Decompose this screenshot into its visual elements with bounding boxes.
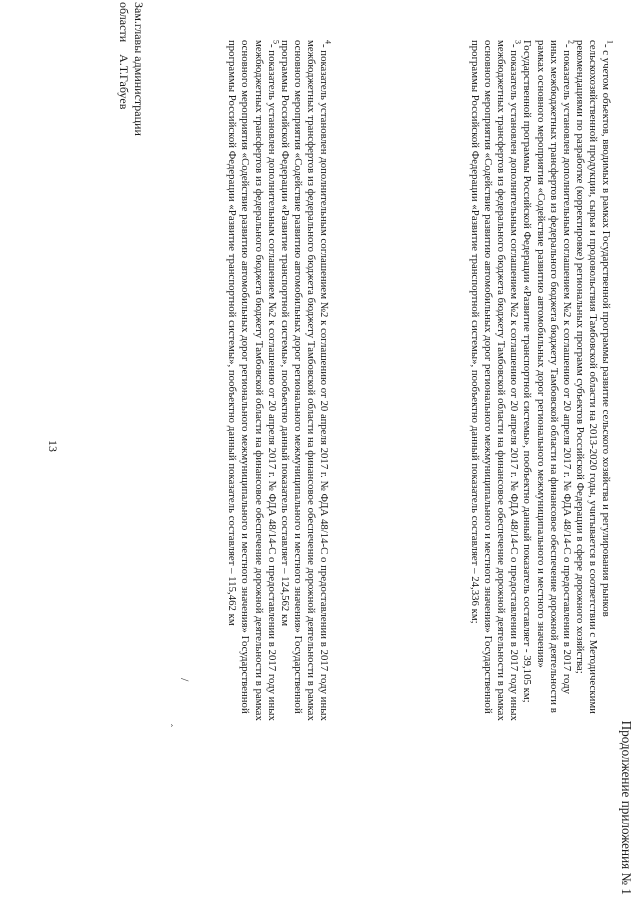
footnote-text: программы Российской Федерации «Развитие транспортной системы», пообъектно данный показатель составляет – 115,462 км [226, 40, 239, 626]
footnote-text: - показатель установлен дополнительным соглашением №2 к соглашению от 20 апреля 2017 г. № ФДА 48/14-С о предоставлении в 2017 году иных [318, 44, 330, 721]
footnote-line [468, 40, 481, 893]
footnote-text: - показатель установлен дополнительным соглашением №2 к соглашению от 20 апреля 2017 г. № ФДА 48/14-С о предоставлении в 2017 году [560, 44, 573, 694]
footnote-text: рекомендациями по разработке (корректировке) региональных программ субъектов Российской Федерации в сфере дорожного хозяйства; [573, 40, 586, 674]
handwritten-mark: / [178, 678, 192, 682]
handwritten-mark-small: ‸ [171, 724, 181, 728]
footnote-text: основного мероприятия «Содействие развитию автомобильных дорог регионального межмуниципального и местного значения» Государственной [482, 40, 495, 714]
footnote-text: межбюджетных трансфертов из федерального бюджета бюджету Тамбовской области на финансовое обеспечение дорожной деятельности в рамках [252, 40, 265, 721]
signatory-title: Зам.главы администрации [132, 2, 146, 136]
signatory-org: области [117, 2, 131, 43]
footnote-text: - показатель установлен дополнительным соглашением №2 к соглашению от 20 апреля 2017 г. № ФДА 48/14-С о предоставлении в 2017 году иных [508, 44, 521, 721]
footnote-text: - с учетом объектов, вводимых в рамках Государственной программы развитие сельского хозяйства и регулирования рынков [600, 44, 612, 617]
footnote-text: рамках основного мероприятия «Содействие развитию автомобильных дорог регионального межмуниципального и местного значения» [534, 40, 547, 668]
footnote-text: программы Российской Федерации «Развитие транспортной системы», пообъектно данный показатель составляет – 124,562 км [278, 40, 291, 627]
signature-block [116, 2, 146, 136]
footnote-marker: 2 [566, 40, 576, 44]
footnote-line [586, 40, 599, 893]
footnote-line [251, 40, 264, 893]
footnote-line [278, 40, 291, 893]
footnotes-block-top [468, 40, 615, 893]
footnote-line [317, 40, 333, 893]
footnote-marker: 3 [513, 40, 523, 44]
footnote-text: основного мероприятия «Содействие развитию автомобильных дорог регионального межмуниципального и местного значения» Государственной [239, 40, 252, 714]
signatory-name: А.Т.Габуев [117, 54, 131, 110]
signatory-org-line [116, 2, 131, 136]
footnote-marker: 1 [605, 40, 615, 44]
footnote-line [520, 40, 533, 893]
footnote-text: межбюджетных трансфертов из федерального бюджета бюджету Тамбовской области на финансовое обеспечение дорожной деятельности в рамках [304, 40, 317, 721]
footnote-line [507, 40, 523, 893]
footnote-text: иных межбюджетных трансфертов из федерального бюджета бюджету Тамбовской области на финансовое обеспечение дорожной деятельности в [547, 40, 560, 713]
footnote-text: - показатель установлен дополнительным соглашением №2 к соглашению от 20 апреля 2017 г. № ФДА 48/14-С о предоставлении в 2017 году иных [265, 44, 278, 721]
footnote-text: программы Российской Федерации «Развитие транспортной системы», пообъектно данный показатель составляет – 24,336 км; [469, 40, 482, 624]
footnote-line [291, 40, 304, 893]
footnote-line [304, 40, 317, 893]
continuation-header: Продолжение приложения № 1 [619, 720, 634, 895]
footnote-marker: 4 [323, 40, 333, 44]
footnote-line [265, 40, 281, 893]
footnotes-block-bottom [225, 40, 333, 893]
footnote-line [225, 40, 238, 893]
footnote-line [599, 40, 615, 893]
footnote-text: сельскохозяйственной продукции, сырья и продовольствия Тамбовской области на 2013-2020 годы, учитывается в соответствии с Методическими [586, 40, 599, 714]
page-number: 13 [46, 440, 60, 452]
footnote-line [573, 40, 586, 893]
footnote-line [547, 40, 560, 893]
footnote-line [494, 40, 507, 893]
footnote-line [481, 40, 494, 893]
footnote-text: Государственной программы Российской Федерации «Развитие транспортной системы», пообъектно данный показатель составляет - 39,105 км; [521, 40, 534, 703]
footnote-marker: 5 [271, 40, 281, 44]
footnote-text: межбюджетных трансфертов из федерального бюджета бюджету Тамбовской области на финансовое обеспечение дорожной деятельности в рамках [495, 40, 508, 721]
footnote-line [560, 40, 576, 893]
footnote-line [533, 40, 546, 893]
footnote-line [238, 40, 251, 893]
footnote-text: основного мероприятия «Содействие развитию автомобильных дорог регионального межмуниципального и местного значения» Государственной [291, 40, 304, 714]
